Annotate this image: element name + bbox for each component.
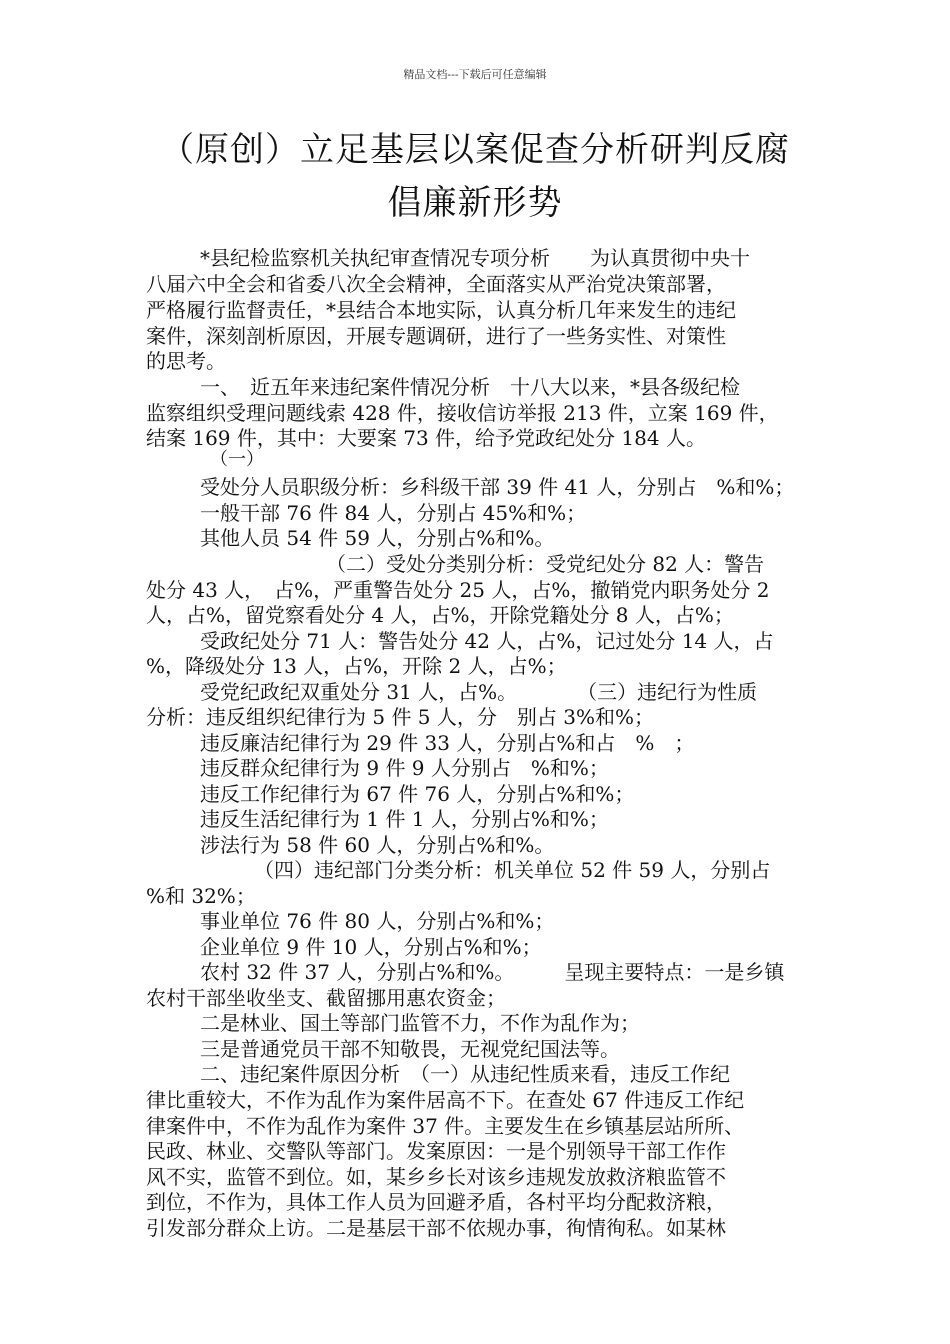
body-line: 违反廉洁纪律行为 29 件 33 人，分别占%和占 % ；	[200, 731, 695, 755]
body-line: （一）	[210, 449, 264, 470]
body-line: 企业单位 9 件 10 人，分别占%和%；	[200, 935, 542, 959]
body-line: 涉法行为 58 件 60 人，分别占%和%。	[200, 833, 555, 857]
body-line: 引发部分群众上访。二是基层干部不依规办事，徇情徇私。如某林	[146, 1216, 726, 1240]
body-line: （二）受处分类别分析：受党纪处分 82 人：警告	[326, 552, 765, 576]
body-line: 人，占%，留党察看处分 4 人，占%，开除党籍处分 8 人，占%；	[146, 603, 734, 627]
body-line: 二、违纪案件原因分析 （一）从违纪性质来看，违反工作纪	[200, 1062, 730, 1086]
body-line: 结案 169 件，其中：大要案 73 件，给予党政纪处分 184 人。	[146, 426, 706, 450]
body-line: 农村 32 件 37 人，分别占%和%。 呈现主要特点：一是乡镇	[200, 960, 785, 984]
body-line: 监察组织受理问题线索 428 件，接收信访举报 213 件，立案 169 件，	[146, 401, 779, 425]
body-line: 农村干部坐收坐支、截留挪用惠农资金；	[146, 986, 506, 1010]
body-line: 民政、林业、交警队等部门。发案原因：一是个别领导干部工作作	[146, 1139, 726, 1163]
body-line: 的思考。	[146, 349, 226, 373]
body-line: （四）违纪部门分类分析：机关单位 52 件 59 人，分别占	[254, 858, 771, 882]
body-line: 违反生活纪律行为 1 件 1 人，分别占%和%；	[200, 807, 609, 831]
document-header-note: 精品文档---下载后可任意编辑	[403, 68, 547, 81]
body-line: 律比重较大，不作为乱作为案件居高不下。在查处 67 件违反工作纪	[146, 1088, 745, 1112]
body-line: 一、 近五年来违纪案件情况分析 十八大以来，*县各级纪检	[200, 375, 740, 399]
body-line: 到位，不作为，具体工作人员为回避矛盾，各村平均分配救济粮，	[146, 1190, 726, 1214]
body-line: %和 32%；	[146, 884, 256, 908]
body-line: 三是普通党员干部不知敬畏，无视党纪国法等。	[200, 1037, 620, 1061]
body-line: 律案件中，不作为乱作为案件 37 件。主要发生在乡镇基层站所所、	[146, 1114, 745, 1138]
body-line: 严格履行监督责任，*县结合本地实际，认真分析几年来发生的违纪	[146, 298, 736, 322]
body-line: 违反群众纪律行为 9 件 9 人分别占 %和%；	[200, 756, 609, 780]
body-line: 违反工作纪律行为 67 件 76 人，分别占%和%；	[200, 782, 635, 806]
body-line: 受政纪处分 71 人：警告处分 42 人，占%，记过处分 14 人，占	[200, 629, 774, 653]
body-line: 一般干部 76 件 84 人，分别占 45%和%；	[200, 501, 587, 525]
document-title-line-1: （原创）立足基层以案促查分析研判反腐	[160, 130, 790, 170]
body-line: 其他人员 54 件 59 人，分别占%和%。	[200, 526, 555, 550]
body-line: 受处分人员职级分析：乡科级干部 39 件 41 人，分别占 %和%；	[200, 475, 795, 499]
body-line: *县纪检监察机关执纪审查情况专项分析 为认真贯彻中央十	[200, 246, 750, 270]
body-line: %，降级处分 13 人，占%，开除 2 人，占%；	[146, 654, 567, 678]
body-line: 事业单位 76 件 80 人，分别占%和%；	[200, 909, 555, 933]
body-line: 处分 43 人， 占%，严重警告处分 25 人，占%，撤销党内职务处分 2	[146, 578, 770, 602]
body-line: 二是林业、国土等部门监管不力，不作为乱作为；	[200, 1011, 640, 1035]
body-line: 风不实，监管不到位。如，某乡乡长对该乡违规发放救济粮监管不	[146, 1165, 726, 1189]
body-line: 分析：违反组织纪律行为 5 件 5 人，分 别占 3%和%；	[146, 705, 654, 729]
document-title-line-2: 倡廉新形势	[387, 183, 563, 223]
body-line: 受党纪政纪双重处分 31 人，占%。 （三）违纪行为性质	[200, 680, 758, 704]
body-line: 案件，深刻剖析原因，开展专题调研，进行了一些务实性、对策性	[146, 324, 726, 348]
body-line: 八届六中全会和省委八次全会精神，全面落实从严治党决策部署，	[146, 272, 726, 296]
